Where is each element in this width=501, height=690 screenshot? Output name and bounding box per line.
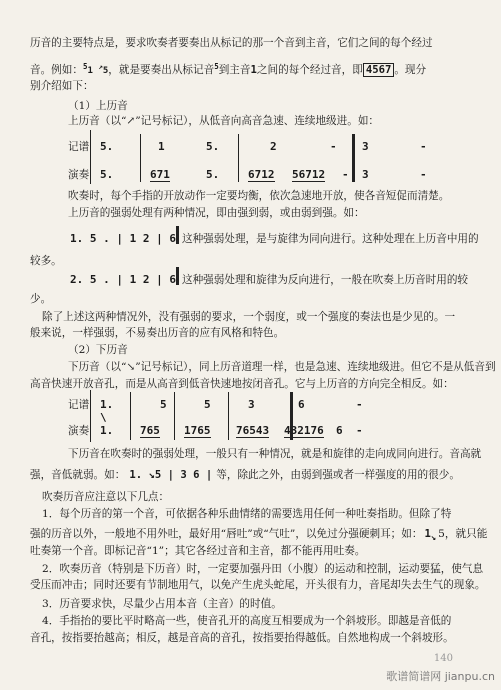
heading-up: （1）上历音	[68, 100, 128, 112]
note3: 3．历音要求快，尽量少占用本音（主音）的时值。	[42, 598, 282, 610]
mark-note: 5	[214, 62, 219, 71]
para1-line2-c: 到主音	[218, 64, 251, 76]
up-description: 上历音（以“↗”记号标记），从低音向高音急速、连续地级进。如：	[68, 115, 380, 127]
label-play-up: 演奏	[68, 169, 90, 181]
notes-heading: 吹奏历音应注意以下几点：	[42, 491, 170, 503]
note1-line1: 1．每个历音的第一个音，可依据各种乐曲情绪的需要选用任何一种吐奏指助。但除了特	[42, 508, 452, 520]
example-1-text2: 较多。	[30, 255, 62, 267]
down-after-line1: 下历音在吹奏时的强弱处理，一般只有一种情况，就是和旋律的走向成同向进行。音高就	[68, 448, 482, 460]
down-description-line2: 高音快速开放音孔，而是从高音到低音快速地按闭音孔。它与上历音的方向完全相反。如：	[30, 378, 454, 390]
watermark: 歌谱简谱网 jianpu.cn	[386, 670, 495, 683]
note1-line2: 强的历音以外，一般地不用外吐，最好用“唇吐”或“气吐”，以免过分强硬刺耳；如： $1_↘$ 5，就只能	[30, 528, 488, 544]
para1-line2-a: 音。例如：	[30, 64, 83, 76]
note4-line1: 4．手指抬的要比平时略高一些，使音孔开的高度互相要成为一个斜坡形。即越是音低的	[42, 615, 452, 627]
para1-line2-d: 之间的每个经过音，即	[256, 64, 363, 76]
example-1-text: 这种强弱处理，是与旋律为同向进行。这种处理在上历音中用的	[182, 233, 479, 245]
heading-down: （2）下历音	[68, 344, 128, 356]
para-other-line2: 般来说，一样强弱，不易奏出历音的应有风格和特色。	[30, 327, 285, 339]
down-after-line2-a: 强，音低就弱。如：	[30, 469, 126, 481]
example-1-notes: 1. 5 . | 1 2 | 6	[70, 232, 176, 245]
barline	[238, 134, 239, 182]
down-description-line1: 下历音（以“↘”记号标记），同上历音道理一样，也是急速、连续地级进。但它不是从低音到	[68, 361, 496, 373]
staff-brace-up	[90, 130, 91, 184]
end-barline	[290, 392, 293, 440]
barline	[174, 392, 175, 440]
end-barline	[352, 134, 355, 182]
page-number: 140	[433, 653, 453, 664]
note2-line2: 受压而冲击；同时还要有节制地用气，以免产生虎头蛇尾，开头很有力，音尾却失去生气的现象。	[30, 579, 486, 591]
note4-line2: 音孔，按指要抬越高；相反，越是音高的音孔，按指要抬得越低。自然地构成一个斜坡形。	[30, 632, 454, 644]
inline-example: $^5$1 ↗5	[82, 62, 109, 76]
barline	[140, 134, 141, 182]
example-2-notes: 2. 5 . | 1 2 | 6	[70, 273, 176, 286]
end-barline	[176, 267, 179, 285]
up-after-text: 吹奏时，每个手指的开放动作一定要均衡，依次急速地开放，使各音短促而清楚。	[68, 190, 450, 202]
down-inline-example: 1. ↘5 | 3 6 |	[129, 469, 213, 481]
passing-notes: 4567	[363, 63, 395, 77]
para1-line2-f: 。现分	[394, 64, 427, 76]
barline	[228, 392, 229, 440]
barline	[130, 392, 131, 440]
example-2-text: 这种强弱处理和旋律为反向进行，一般在吹奏上历音时用的较	[182, 274, 469, 286]
example-2-text2: 少。	[30, 293, 52, 305]
down-after-line2-b: 等，除此之外，由弱到强或者一样强度的用的很少。	[216, 469, 460, 481]
label-notation-up: 记谱	[68, 141, 90, 153]
down-after-line2	[30, 468, 460, 482]
label-play-down: 演奏	[68, 425, 90, 437]
up-two-cases: 上历音的强弱处理有两种情况，即由强到弱，或由弱到强。如：	[68, 207, 365, 219]
label-notation-down: 记谱	[68, 399, 90, 411]
para-other-line1: 除了上述这两种情况外，没有强弱的要求，一个弱度，或一个强度的奏法也是少见的。一	[42, 311, 456, 323]
end-barline	[176, 226, 179, 244]
note2-line1: 2．吹奏历音（特别是下历音）时，一定要加强丹田（小腹）的运动和控制，运动要猛，使气息	[42, 563, 484, 575]
main-note: 1	[250, 64, 257, 76]
para1-line2	[30, 60, 426, 78]
para1-line2-b: ，就是要奏出从标记音	[108, 64, 215, 76]
para1-line1: 历音的主要特点是，要求吹奏者要奏出从标记的那一个音到主音，它们之间的每个经过	[30, 37, 433, 49]
note1-line3: 吐奏第一个音。即标记音“1”；其它各经过音和主音，都不能再用吐奏。	[30, 545, 366, 557]
para1-line3: 别介绍如下：	[30, 80, 94, 92]
staff-brace-down	[90, 390, 91, 442]
